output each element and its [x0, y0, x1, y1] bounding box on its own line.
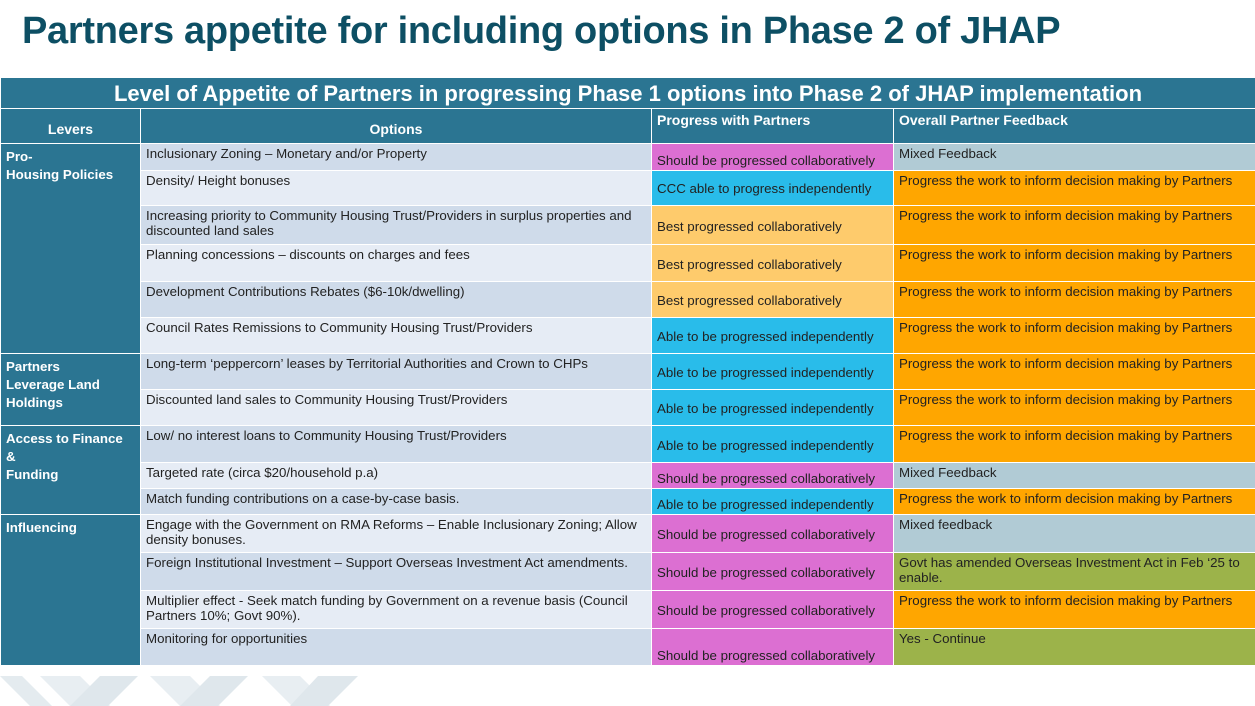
table-row	[1, 390, 1255, 426]
feedback-cell: Progress the work to inform decision making by Partners	[894, 245, 1255, 282]
feedback-cell: Mixed Feedback	[894, 144, 1255, 171]
progress-cell: Able to be progressed independently	[652, 390, 894, 426]
table-row	[1, 354, 1255, 390]
chevron-pattern-decoration	[0, 662, 380, 706]
feedback-cell: Mixed Feedback	[894, 463, 1255, 489]
header-feedback: Overall Partner Feedback	[894, 109, 1255, 144]
option-cell: Discounted land sales to Community Housing Trust/Providers	[141, 390, 652, 426]
progress-cell: Should be progressed collaboratively	[652, 629, 894, 666]
progress-cell: Best progressed collaboratively	[652, 245, 894, 282]
option-cell: Engage with the Government on RMA Reforms – Enable Inclusionary Zoning; Allow density bonuses.	[141, 515, 652, 553]
option-cell: Foreign Institutional Investment – Support Overseas Investment Act amendments.	[141, 553, 652, 591]
lever-label-line: Leverage Land	[6, 377, 100, 392]
progress-cell: Able to be progressed independently	[652, 354, 894, 390]
feedback-cell: Progress the work to inform decision making by Partners	[894, 591, 1255, 629]
table-banner: Level of Appetite of Partners in progressing Phase 1 options into Phase 2 of JHAP implementation	[1, 78, 1255, 109]
option-cell: Council Rates Remissions to Community Housing Trust/Providers	[141, 318, 652, 354]
feedback-cell: Progress the work to inform decision making by Partners	[894, 426, 1255, 463]
lever-label-line: Influencing	[6, 520, 77, 535]
table-row	[1, 426, 1255, 463]
option-cell: Planning concessions – discounts on charges and fees	[141, 245, 652, 282]
progress-cell: Should be progressed collaboratively	[652, 591, 894, 629]
feedback-cell: Progress the work to inform decision making by Partners	[894, 489, 1255, 515]
table-row	[1, 489, 1255, 515]
feedback-cell: Govt has amended Overseas Investment Act in Feb ‘25 to enable.	[894, 553, 1255, 591]
feedback-cell: Mixed feedback	[894, 515, 1255, 553]
progress-cell: Best progressed collaboratively	[652, 206, 894, 245]
progress-cell: Able to be progressed independently	[652, 489, 894, 515]
appetite-table	[0, 77, 1255, 666]
table-row	[1, 171, 1255, 206]
lever-label-line: Funding	[6, 467, 59, 482]
lever-label-line: Pro-	[6, 149, 33, 164]
lever-influencing	[1, 515, 141, 666]
table-row	[1, 515, 1255, 553]
table-row	[1, 245, 1255, 282]
option-cell: Targeted rate (circa $20/household p.a)	[141, 463, 652, 489]
option-cell: Long-term ‘peppercorn’ leases by Territorial Authorities and Crown to CHPs	[141, 354, 652, 390]
progress-cell: Should be progressed collaboratively	[652, 553, 894, 591]
option-cell: Low/ no interest loans to Community Housing Trust/Providers	[141, 426, 652, 463]
lever-partners-leverage-land-holdings	[1, 354, 141, 426]
table-row	[1, 206, 1255, 245]
feedback-cell: Progress the work to inform decision making by Partners	[894, 354, 1255, 390]
feedback-cell: Progress the work to inform decision making by Partners	[894, 318, 1255, 354]
table-row	[1, 591, 1255, 629]
lever-label-line: Holdings	[6, 395, 63, 410]
progress-cell: Able to be progressed independently	[652, 426, 894, 463]
table-row	[1, 463, 1255, 489]
table-row	[1, 144, 1255, 171]
feedback-cell: Yes - Continue	[894, 629, 1255, 666]
page-title: Partners appetite for including options in Phase 2 of JHAP	[22, 10, 1061, 52]
progress-cell: Should be progressed collaboratively	[652, 463, 894, 489]
table-row	[1, 553, 1255, 591]
progress-cell: Should be progressed collaboratively	[652, 144, 894, 171]
option-cell: Increasing priority to Community Housing Trust/Providers in surplus properties and discounted land sales	[141, 206, 652, 245]
progress-cell: Should be progressed collaboratively	[652, 515, 894, 553]
table-row	[1, 629, 1255, 666]
option-cell: Monitoring for opportunities	[141, 629, 652, 666]
progress-cell: CCC able to progress independently	[652, 171, 894, 206]
lever-label-line: Access to Finance &	[6, 431, 123, 464]
header-levers: Levers	[1, 109, 141, 144]
option-cell: Density/ Height bonuses	[141, 171, 652, 206]
progress-cell: Best progressed collaboratively	[652, 282, 894, 318]
option-cell: Match funding contributions on a case-by-case basis.	[141, 489, 652, 515]
lever-label-line: Housing Policies	[6, 167, 114, 182]
feedback-cell: Progress the work to inform decision making by Partners	[894, 282, 1255, 318]
feedback-cell: Progress the work to inform decision making by Partners	[894, 171, 1255, 206]
option-cell: Inclusionary Zoning – Monetary and/or Property	[141, 144, 652, 171]
feedback-cell: Progress the work to inform decision making by Partners	[894, 206, 1255, 245]
option-cell: Multiplier effect - Seek match funding by Government on a revenue basis (Council Partners 10%; Govt 90%).	[141, 591, 652, 629]
lever-access-to-finance-funding	[1, 426, 141, 515]
header-options: Options	[141, 109, 652, 144]
lever-label-line: Partners	[6, 359, 60, 374]
table-row	[1, 282, 1255, 318]
table-row	[1, 318, 1255, 354]
header-progress: Progress with Partners	[652, 109, 894, 144]
lever-pro-housing-policies	[1, 144, 141, 354]
feedback-cell: Progress the work to inform decision making by Partners	[894, 390, 1255, 426]
option-cell: Development Contributions Rebates ($6-10k/dwelling)	[141, 282, 652, 318]
progress-cell: Able to be progressed independently	[652, 318, 894, 354]
